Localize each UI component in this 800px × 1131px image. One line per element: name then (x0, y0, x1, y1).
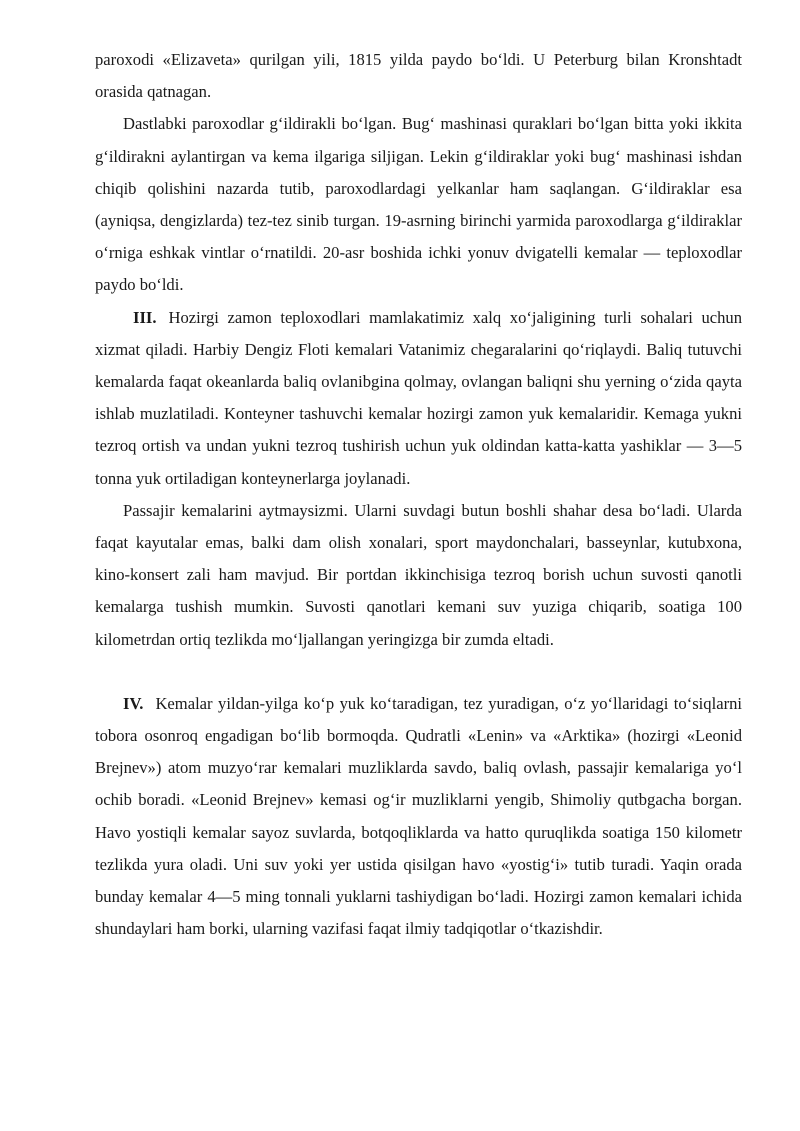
paragraph-5-text: Kemalar yildan-yilga ko‘p yuk ko‘taradigan, tez yuradigan, o‘z yo‘llaridagi to‘siqlarni tobora osonroq engadigan bo‘lib bormoqda. Qudratli «Lenin» va «Arktika» (hozirgi «Leonid Brejnev») atom muzyo‘rar kemalari muzliklarda savdo, baliq ovlash, passajir kemalariga yo‘l ochib boradi. «Leonid Brejnev» kemasi og‘ir muzliklarni yengib, Shimoliy qutbgacha borgan. Havo yostiqli kemalar sayoz suvlarda, botqoqliklarda va hatto quruqlikda soatiga 150 kilometr tezlikda yura oladi. Uni suv yoki yer ustida qisilgan havo «yostig‘i» tutib turadi. Yaqin orada bunday kemalar 4—5 ming tonnali yuklarni tashiydigan bo‘ladi. Hozirgi zamon kemalari ichida shundaylari ham borki, ularning vazifasi faqat ilmiy tadqiqotlar o‘tkazishdir. (95, 693, 742, 939)
section-number-4: IV. (123, 693, 144, 713)
paragraph-5 (95, 688, 742, 946)
paragraph-4: Passajir kemalarini aytmaysizmi. Ularni suvdagi butun boshli shahar desa bo‘ladi. Ularda faqat kayutalar emas, balki dam olish xonalari, sport maydonchalari, basseynlar, kutubxona, kino-konsert zali ham mavjud. Bir portdan ikkinchisiga tezroq borish uchun suvosti qanotli kemalarga tushish mumkin. Suvosti qanotlari kemani suv yuziga chiqarib, soatiga 100 kilometrdan ortiq tezlikda mo‘ljallangan yeringizga bir zumda eltadi. (95, 500, 742, 649)
paragraph-1: paroxodi «Elizaveta» qurilgan yili, 1815 yilda paydo bo‘ldi. U Peterburg bilan Kronshtadt orasida qatnagan. (95, 50, 742, 102)
paragraph-3-text: Hozirgi zamon teploxodlari mamlakatimiz xalq xo‘jaligining turli sohalari uchun xizmat qiladi. Harbiy Dengiz Floti kemalari Vatanimiz chegaralarini qo‘riqlaydi. Baliq tutuvchi kemalarda faqat okeanlarda baliq ovlanibgina qolmay, ovlangan baliqni shu yerning o‘zida qayta ishlab muzlatiladi. Konteyner tashuvchi kemalar hozirgi zamon yuk kemalaridir. Kemaga yukni tezroq ortish va undan yukni tezroq tushirish uchun yuk oldindan katta-katta yashiklar — 3—5 tonna yuk ortiladigan konteynerlarga joylanadi. (95, 307, 742, 488)
paragraph-3 (95, 302, 742, 495)
section-number-3: III. (133, 307, 157, 327)
paragraph-2: Dastlabki paroxodlar g‘ildirakli bo‘lgan. Bug‘ mashinasi quraklari bo‘lgan bitta yoki ikkita g‘ildirakni aylantirgan va kema ilgariga siljigan. Lekin g‘ildiraklar yoki bug‘ mashinasi ishdan chiqib qolishini nazarda tutib, paroxodlardagi yelkanlar ham saqlangan. G‘ildiraklar esa (ayniqsa, dengizlarda) tez-tez sinib turgan. 19-asrning birinchi yarmida paroxodlarga g‘ildiraklar o‘rniga eshkak vintlar o‘rnatildi. 20-asr boshida ichki yonuv dvigatelli kemalar — teploxodlar paydo bo‘ldi. (95, 114, 742, 295)
document-page (95, 44, 742, 945)
